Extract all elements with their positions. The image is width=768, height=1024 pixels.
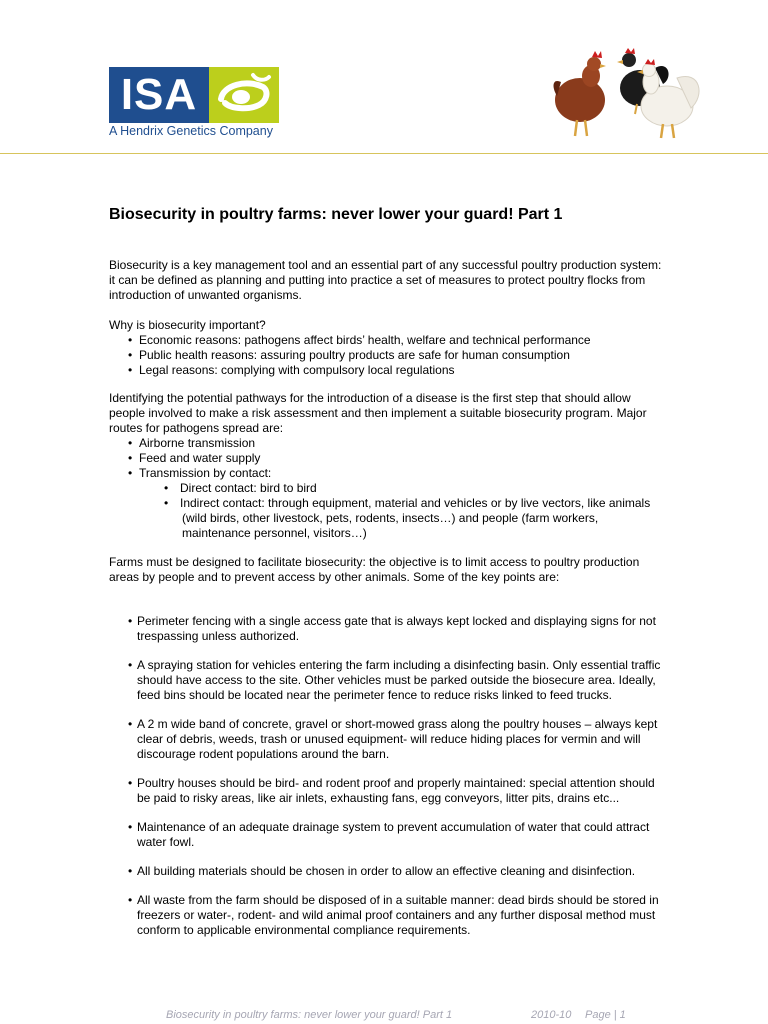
list-item: • Public health reasons: assuring poultry products are safe for human consumption [109, 348, 669, 363]
footer-title: Biosecurity in poultry farms: never lower your guard! Part 1 [166, 1009, 453, 1021]
logo-wordmark: ISA [109, 67, 209, 123]
list-item: • Poultry houses should be bird- and rodent proof and properly maintained: special attention should be paid to risky areas, like air inlets, exhausting fans, egg conveyors, litter pits, drains etc... [109, 776, 669, 806]
list-item: • A spraying station for vehicles entering the farm including a disinfecting basin. Only essential traffic should have access to the site. Other vehicles must be parked outside the biosecure area. Ideally, feed bins should be located near the perimeter fence to reduce risks linked to feed trucks. [109, 658, 669, 703]
why-list [109, 333, 669, 378]
list-item: • Direct contact: bird to bird [109, 481, 669, 496]
farms-text: Farms must be designed to facilitate biosecurity: the objective is to limit access to poultry production areas by people and to prevent access by other animals. Some of the key points are: [109, 555, 640, 584]
chickens-illustration [545, 38, 705, 143]
list-item: • Maintenance of an adequate drainage system to prevent accumulation of water that could attract water fowl. [109, 820, 669, 850]
list-item: • Transmission by contact: [109, 466, 669, 481]
why-heading: Why is biosecurity important? [109, 318, 266, 332]
key-points-list [109, 614, 669, 952]
list-item: • All waste from the farm should be disposed of in a suitable manner: dead birds should be stored in freezers or water-, rodent- and wild animal proof containers and any further disposal method must conform to applicable environmental compliance requirements. [109, 893, 669, 938]
list-item: • Economic reasons: pathogens affect birds’ health, welfare and technical performance [109, 333, 669, 348]
footer-page: Page | 1 [585, 1009, 626, 1021]
isa-logo [109, 67, 279, 142]
list-item: • Feed and water supply [109, 451, 669, 466]
list-item: • All building materials should be chosen in order to allow an effective cleaning and disinfection. [109, 864, 669, 879]
list-item: • Airborne transmission [109, 436, 669, 451]
pathways-text: Identifying the potential pathways for the introduction of a disease is the first step that should allow people involved to make a risk assessment and then implement a suitable biosecurity program. Major routes for pathogens spread are: [109, 391, 647, 435]
list-item: • Perimeter fencing with a single access gate that is always kept locked and displaying signs for not trespassing unless authorized. [109, 614, 669, 644]
intro-text: Biosecurity is a key management tool and an essential part of any successful poultry production system: it can be defined as planning and putting into practice a set of measures to protect poultry flocks from introduction of unwanted organisms. [109, 258, 662, 302]
logo-emblem [209, 67, 279, 123]
footer-date: 2010-10 [531, 1009, 572, 1021]
pathways-section [109, 391, 669, 541]
contact-routes-list [109, 481, 669, 541]
document-title: Biosecurity in poultry farms: never lower your guard! Part 1 [109, 206, 563, 223]
why-section [109, 318, 669, 378]
routes-list [109, 436, 669, 481]
header-divider [0, 153, 768, 154]
list-item: • A 2 m wide band of concrete, gravel or short-mowed grass along the poultry houses – always kept clear of debris, weeds, trash or unused equipment- will reduce hiding places for vermin and will discourage rodent populations around the barn. [109, 717, 669, 762]
logo-tagline: A Hendrix Genetics Company [109, 124, 273, 138]
list-item: • Legal reasons: complying with compulsory local regulations [109, 363, 669, 378]
list-item: • Indirect contact: through equipment, material and vehicles or by live vectors, like animals (wild birds, other livestock, pets, rodents, insects…) and people (farm workers, maintenance personnel, visitors…) [109, 496, 669, 541]
intro-paragraph [109, 258, 669, 303]
farms-section [109, 555, 669, 585]
